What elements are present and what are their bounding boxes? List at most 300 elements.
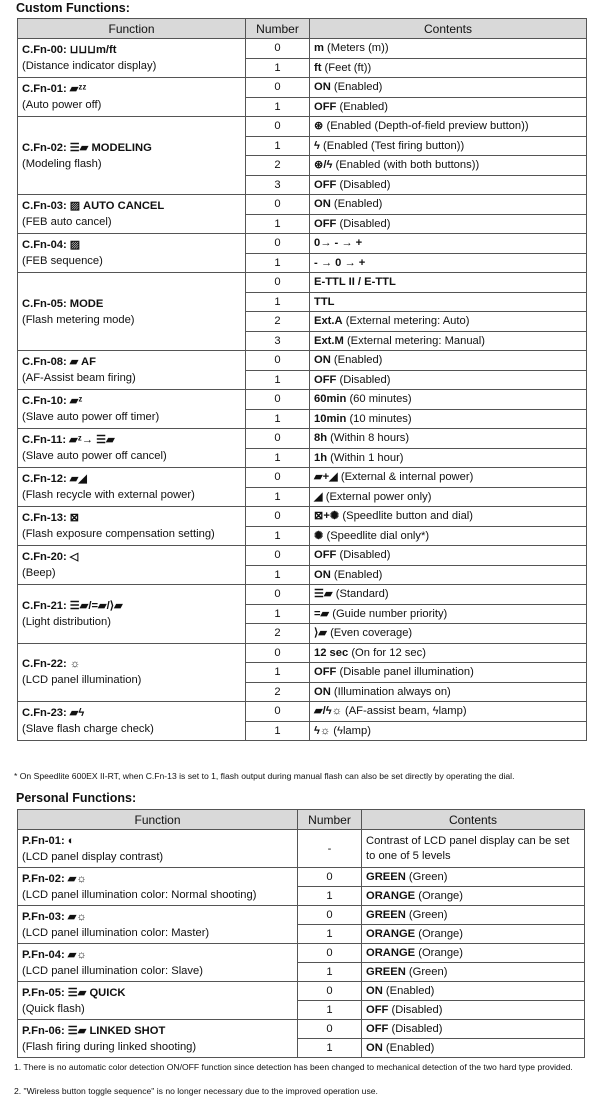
function-icon: ⊠ xyxy=(69,512,80,524)
contents-cell xyxy=(310,253,587,273)
function-code: C.Fn-00: xyxy=(22,44,67,56)
function-cell xyxy=(18,944,298,982)
function-code-line xyxy=(22,471,241,487)
setting-value: ON xyxy=(314,685,331,698)
setting-value: ⊠+✺ xyxy=(314,510,340,523)
number-cell: 1 xyxy=(246,214,310,234)
contents-cell xyxy=(310,507,587,527)
table-row xyxy=(18,830,585,868)
setting-value: ϟ☼ xyxy=(314,724,331,737)
contents-cell xyxy=(310,97,587,117)
setting-value: Ext.A xyxy=(314,315,343,328)
number-cell: 0 xyxy=(246,546,310,566)
function-description: (FEB auto cancel) xyxy=(22,216,112,228)
function-code-line xyxy=(22,393,241,409)
number-cell: 0 xyxy=(298,944,362,963)
table-row xyxy=(18,390,587,410)
number-cell: 1 xyxy=(246,370,310,390)
function-code-line xyxy=(22,871,293,887)
function-code: C.Fn-02: xyxy=(22,141,67,154)
function-code-line xyxy=(22,354,241,370)
setting-value: OFF xyxy=(314,100,337,113)
contents-cell xyxy=(310,234,587,254)
setting-description: (Enabled) xyxy=(382,1041,435,1054)
number-cell: 1 xyxy=(246,292,310,312)
function-code: C.Fn-20: xyxy=(22,551,67,563)
setting-description: (Enabled (Depth-of-field preview button)) xyxy=(323,120,529,133)
setting-description: (Enabled) xyxy=(336,100,388,113)
function-code-line xyxy=(22,985,293,1001)
table-row xyxy=(18,429,587,449)
function-code: C.Fn-11: xyxy=(22,434,67,446)
function-code: C.Fn-13: xyxy=(22,512,67,524)
setting-value: ON xyxy=(314,81,331,94)
function-cell xyxy=(18,643,246,702)
function-code: C.Fn-12: xyxy=(22,473,67,485)
number-cell: 0 xyxy=(246,351,310,371)
contents-cell xyxy=(310,273,587,293)
number-cell: 0 xyxy=(298,982,362,1001)
function-code: C.Fn-03: xyxy=(22,200,67,212)
setting-description: (External metering: Auto) xyxy=(342,315,470,328)
function-code-line xyxy=(22,656,241,672)
function-code: P.Fn-05: xyxy=(22,986,65,999)
contents-cell xyxy=(310,351,587,371)
function-code: C.Fn-22: xyxy=(22,658,67,671)
setting-description: (Within 1 hour) xyxy=(327,451,404,464)
function-code: P.Fn-02: xyxy=(22,872,65,885)
number-cell: 0 xyxy=(298,868,362,887)
table-row xyxy=(18,78,587,98)
custom-functions-table xyxy=(17,18,587,741)
function-code: C.Fn-01: xyxy=(22,83,67,95)
function-icon: ▰ᶻ xyxy=(69,395,83,407)
function-icon: ▰◢ xyxy=(69,473,87,485)
setting-description: Contrast of LCD panel display can be set to one of 5 levels xyxy=(366,834,570,862)
setting-description: (Green) xyxy=(405,965,448,978)
function-description: (AF-Assist beam firing) xyxy=(22,372,136,384)
function-icon: ☰▰/=▰/⟩▰ xyxy=(69,599,123,612)
contents-cell xyxy=(310,390,587,410)
setting-value: ORANGE xyxy=(366,889,416,902)
function-cell xyxy=(18,390,246,429)
setting-description: (Speedlite dial only*) xyxy=(323,529,430,542)
setting-value: TTL xyxy=(314,295,335,308)
number-cell: 1 xyxy=(298,1039,362,1058)
function-cell xyxy=(18,195,246,234)
setting-description: (Illumination always on) xyxy=(330,685,451,698)
contents-cell xyxy=(362,906,585,925)
function-icon: ▰ᶻᶻ xyxy=(69,83,87,95)
setting-value: ▰+◢ xyxy=(314,471,338,484)
function-cell xyxy=(18,507,246,546)
setting-description: (Enabled) xyxy=(330,354,383,367)
function-code: P.Fn-03: xyxy=(22,910,65,923)
setting-description: (External power only) xyxy=(322,490,432,503)
setting-value: ☰▰ xyxy=(314,588,333,601)
function-description: (Slave auto power off timer) xyxy=(22,411,160,423)
function-description: (LCD panel illumination color: Slave) xyxy=(22,964,203,977)
contents-cell xyxy=(310,156,587,176)
contents-cell xyxy=(310,663,587,683)
setting-description: (Feet (ft)) xyxy=(321,61,372,74)
number-cell: 0 xyxy=(246,117,310,137)
function-code: C.Fn-21: xyxy=(22,599,67,612)
number-cell: 0 xyxy=(246,507,310,527)
function-cell xyxy=(18,78,246,117)
function-code-line xyxy=(22,237,241,253)
setting-value: 60min xyxy=(314,393,347,406)
function-description: (Slave flash charge check) xyxy=(22,723,154,735)
setting-value: OFF xyxy=(314,217,337,230)
setting-description: (AF-assist beam, ϟlamp) xyxy=(341,705,467,718)
function-description: (Flash exposure compensation setting) xyxy=(22,528,215,540)
custom-functions-title: Custom Functions: xyxy=(16,1,130,15)
function-description: (Beep) xyxy=(22,567,56,579)
contents-cell xyxy=(310,468,587,488)
table-row xyxy=(18,468,587,488)
contents-cell xyxy=(310,78,587,98)
contents-cell xyxy=(310,117,587,137)
function-cell xyxy=(18,234,246,273)
function-cell xyxy=(18,906,298,944)
function-description: (Light distribution) xyxy=(22,615,111,628)
header-contents: Contents xyxy=(310,19,587,39)
function-cell xyxy=(18,830,298,868)
function-code-line xyxy=(22,1023,293,1039)
header-function: Function xyxy=(18,810,298,830)
setting-value: ORANGE xyxy=(366,946,416,959)
setting-description: (Enabled) xyxy=(330,81,383,94)
setting-value: ON xyxy=(314,354,331,367)
setting-value: - → 0 → + xyxy=(314,256,366,269)
function-code: P.Fn-04: xyxy=(22,948,65,961)
function-code-line xyxy=(22,432,241,448)
personal-functions-table xyxy=(17,809,585,1058)
function-description: (LCD panel display contrast) xyxy=(22,850,164,863)
function-code-line xyxy=(22,81,241,97)
setting-description: (Enabled) xyxy=(330,198,383,211)
table-row xyxy=(18,507,587,527)
header-contents: Contents xyxy=(362,810,585,830)
function-icon: ☰▰ MODELING xyxy=(69,141,152,154)
contents-cell xyxy=(310,565,587,585)
function-description: (Flash metering mode) xyxy=(22,313,135,326)
number-cell: 1 xyxy=(246,604,310,624)
function-description: (Distance indicator display) xyxy=(22,60,157,72)
setting-description: (Guide number priority) xyxy=(329,607,448,620)
table-row xyxy=(18,643,587,663)
number-cell: 0 xyxy=(246,585,310,605)
setting-value: 8h xyxy=(314,432,328,445)
contents-cell xyxy=(310,604,587,624)
contents-cell xyxy=(362,830,585,868)
setting-description: (Enabled (Test firing button)) xyxy=(319,139,465,152)
function-description: (LCD panel illumination) xyxy=(22,674,142,687)
contents-cell xyxy=(310,39,587,59)
function-code-line xyxy=(22,549,241,565)
function-cell xyxy=(18,39,246,78)
function-icon: ▰ϟ xyxy=(69,707,85,719)
contents-cell xyxy=(310,526,587,546)
number-cell: 1 xyxy=(246,136,310,156)
contents-cell xyxy=(362,1001,585,1020)
function-code-line xyxy=(22,140,241,156)
table-row xyxy=(18,944,585,963)
number-cell: 1 xyxy=(246,721,310,741)
number-cell: 1 xyxy=(298,887,362,906)
number-cell: 0 xyxy=(246,643,310,663)
function-cell xyxy=(18,982,298,1020)
setting-value: ✺ xyxy=(314,529,324,542)
contents-cell xyxy=(310,546,587,566)
number-cell: 3 xyxy=(246,175,310,195)
number-cell: 0 xyxy=(246,234,310,254)
function-code-line xyxy=(22,198,241,214)
setting-value: ◢ xyxy=(314,490,323,503)
personal-note-1: 1. There is no automatic color detection ON/OFF function since detection has been changed to mechanical detection of the two hard type provided. xyxy=(14,1062,573,1072)
setting-description: (Green) xyxy=(405,870,448,883)
function-icon: ▰☼ xyxy=(67,948,87,961)
setting-value: OFF xyxy=(366,1022,389,1035)
table-row xyxy=(18,117,587,137)
function-description: (Flash firing during linked shooting) xyxy=(22,1040,197,1053)
contents-cell xyxy=(310,682,587,702)
setting-value: ▰/ϟ☼ xyxy=(314,705,342,718)
number-cell: 1 xyxy=(246,565,310,585)
setting-value: =▰ xyxy=(314,607,330,620)
setting-value: OFF xyxy=(314,666,337,679)
contents-cell xyxy=(362,982,585,1001)
function-code-line xyxy=(22,705,241,721)
function-cell xyxy=(18,351,246,390)
setting-value: m xyxy=(314,42,324,55)
function-description: (Flash recycle with external power) xyxy=(22,489,195,501)
function-cell xyxy=(18,1020,298,1058)
contents-cell xyxy=(310,312,587,332)
number-cell: 0 xyxy=(246,468,310,488)
function-cell xyxy=(18,546,246,585)
number-cell: 0 xyxy=(246,429,310,449)
table-row xyxy=(18,1020,585,1039)
number-cell: 3 xyxy=(246,331,310,351)
function-cell xyxy=(18,868,298,906)
function-cell xyxy=(18,429,246,468)
contents-cell xyxy=(310,175,587,195)
function-description: (Modeling flash) xyxy=(22,157,102,170)
function-cell xyxy=(18,117,246,195)
function-cell xyxy=(18,468,246,507)
function-code: P.Fn-06: xyxy=(22,1024,65,1037)
number-cell: 1 xyxy=(246,58,310,78)
function-code-line xyxy=(22,598,241,614)
setting-description: (Disabled) xyxy=(336,373,391,386)
number-cell: 0 xyxy=(246,390,310,410)
function-code: C.Fn-10: xyxy=(22,395,67,407)
setting-description: (Enabled) xyxy=(330,568,383,581)
contents-cell xyxy=(310,409,587,429)
function-description: (Slave auto power off cancel) xyxy=(22,450,167,462)
table-row xyxy=(18,234,587,254)
function-icon: ⊔⊔⊔m/ft xyxy=(69,44,117,56)
setting-value: 10min xyxy=(314,412,347,425)
function-icon: ◁ xyxy=(69,551,79,563)
number-cell: 0 xyxy=(246,273,310,293)
contents-cell xyxy=(310,585,587,605)
function-code-line xyxy=(22,296,241,312)
setting-value: 1h xyxy=(314,451,328,464)
setting-description: (Disabled) xyxy=(336,549,391,562)
contents-cell xyxy=(310,214,587,234)
function-code-line xyxy=(22,909,293,925)
setting-value: OFF xyxy=(366,1003,389,1016)
number-cell: 0 xyxy=(298,906,362,925)
custom-footnote: * On Speedlite 600EX II-RT, when C.Fn-13 is set to 1, flash output during manual flash can also be set directly by operating the dial. xyxy=(14,771,515,781)
setting-value: OFF xyxy=(314,549,337,562)
setting-value: ft xyxy=(314,61,322,74)
contents-cell xyxy=(362,1020,585,1039)
function-description: (LCD panel illumination color: Normal shooting) xyxy=(22,888,257,901)
function-code-line xyxy=(22,510,241,526)
setting-description: (On for 12 sec) xyxy=(348,646,426,659)
table-row xyxy=(18,982,585,1001)
setting-value: ON xyxy=(314,198,331,211)
setting-description: (Speedlite button and dial) xyxy=(339,510,474,523)
header-number: Number xyxy=(246,19,310,39)
function-code-line xyxy=(22,947,293,963)
contents-cell xyxy=(310,331,587,351)
header-function: Function xyxy=(18,19,246,39)
setting-description: (Disabled) xyxy=(336,178,391,191)
setting-description: (Even coverage) xyxy=(326,627,413,640)
number-cell: 1 xyxy=(246,253,310,273)
table-header-row xyxy=(18,19,587,39)
setting-value: ON xyxy=(314,568,331,581)
contents-cell xyxy=(310,448,587,468)
setting-value: E-TTL II / E-TTL xyxy=(314,276,396,289)
number-cell: 1 xyxy=(298,1001,362,1020)
function-code-line xyxy=(22,42,241,58)
contents-cell xyxy=(362,1039,585,1058)
number-cell: 2 xyxy=(246,156,310,176)
personal-functions-title: Personal Functions: xyxy=(16,791,137,805)
setting-description: (10 minutes) xyxy=(346,412,412,425)
number-cell: 0 xyxy=(246,39,310,59)
number-cell: 1 xyxy=(298,925,362,944)
function-cell xyxy=(18,702,246,741)
contents-cell xyxy=(310,58,587,78)
contents-cell xyxy=(310,136,587,156)
contents-cell xyxy=(310,487,587,507)
table-row xyxy=(18,39,587,59)
number-cell: 0 xyxy=(246,195,310,215)
number-cell: 1 xyxy=(246,663,310,683)
setting-value: GREEN xyxy=(366,965,406,978)
setting-description: (Within 8 hours) xyxy=(327,432,410,445)
function-icon: ▨ AUTO CANCEL xyxy=(69,200,165,212)
table-row xyxy=(18,546,587,566)
setting-value: ON xyxy=(366,1041,383,1054)
number-cell: 1 xyxy=(298,963,362,982)
table-row xyxy=(18,195,587,215)
function-code: C.Fn-04: xyxy=(22,239,67,251)
setting-value: OFF xyxy=(314,178,337,191)
number-cell: 1 xyxy=(246,448,310,468)
setting-value: ϟ xyxy=(314,139,320,152)
setting-description: (Enabled) xyxy=(382,984,435,997)
setting-value: GREEN xyxy=(366,870,406,883)
function-icon: ☼ xyxy=(69,658,81,671)
number-cell: 0 xyxy=(298,1020,362,1039)
table-row xyxy=(18,906,585,925)
function-description: (Auto power off) xyxy=(22,99,102,111)
contents-cell xyxy=(310,195,587,215)
function-icon: ▰☼ xyxy=(67,872,87,885)
contents-cell xyxy=(310,429,587,449)
header-number: Number xyxy=(298,810,362,830)
personal-note-2: 2. "Wireless button toggle sequence" is no longer necessary due to the improved operation use. xyxy=(14,1086,378,1096)
function-cell xyxy=(18,273,246,351)
function-icon: ☰▰ LINKED SHOT xyxy=(67,1024,166,1037)
number-cell: 1 xyxy=(246,526,310,546)
contents-cell xyxy=(362,925,585,944)
setting-description: (External & internal power) xyxy=(337,471,474,484)
function-icon: ▰ AF xyxy=(69,356,96,368)
function-icon: ▰ᶻ→ ☰▰ xyxy=(69,434,115,446)
setting-description: (Standard) xyxy=(332,588,389,601)
number-cell: 1 xyxy=(246,409,310,429)
function-icon: ▰☼ xyxy=(67,910,87,923)
contents-cell xyxy=(362,868,585,887)
function-icon: MODE xyxy=(69,297,104,310)
table-row xyxy=(18,585,587,605)
number-cell: 2 xyxy=(246,312,310,332)
contents-cell xyxy=(310,624,587,644)
setting-description: (Enabled (with both buttons)) xyxy=(332,159,480,172)
table-row xyxy=(18,702,587,722)
contents-cell xyxy=(310,702,587,722)
setting-value: 12 sec xyxy=(314,646,349,659)
contents-cell xyxy=(310,370,587,390)
contents-cell xyxy=(310,292,587,312)
number-cell: - xyxy=(298,830,362,868)
setting-description: (External metering: Manual) xyxy=(343,334,485,347)
setting-value: Ext.M xyxy=(314,334,344,347)
setting-description: (Orange) xyxy=(415,927,463,940)
setting-value: ON xyxy=(366,984,383,997)
table-row xyxy=(18,868,585,887)
function-code: P.Fn-01: xyxy=(22,834,65,847)
setting-value: 0→ - → + xyxy=(314,237,363,250)
contents-cell xyxy=(362,887,585,906)
contents-cell xyxy=(310,721,587,741)
number-cell: 2 xyxy=(246,682,310,702)
setting-description: (Disable panel illumination) xyxy=(336,666,474,679)
setting-value: OFF xyxy=(314,373,337,386)
number-cell: 1 xyxy=(246,487,310,507)
setting-description: (Disabled) xyxy=(388,1022,443,1035)
function-icon: ☰▰ QUICK xyxy=(67,986,126,999)
number-cell: 0 xyxy=(246,78,310,98)
function-code-line xyxy=(22,833,293,849)
contents-cell xyxy=(362,963,585,982)
setting-value: GREEN xyxy=(366,908,406,921)
contents-cell xyxy=(362,944,585,963)
setting-description: (ϟlamp) xyxy=(330,724,371,737)
setting-description: (Disabled) xyxy=(336,217,391,230)
function-code: C.Fn-23: xyxy=(22,707,67,719)
setting-description: (Orange) xyxy=(415,946,463,959)
